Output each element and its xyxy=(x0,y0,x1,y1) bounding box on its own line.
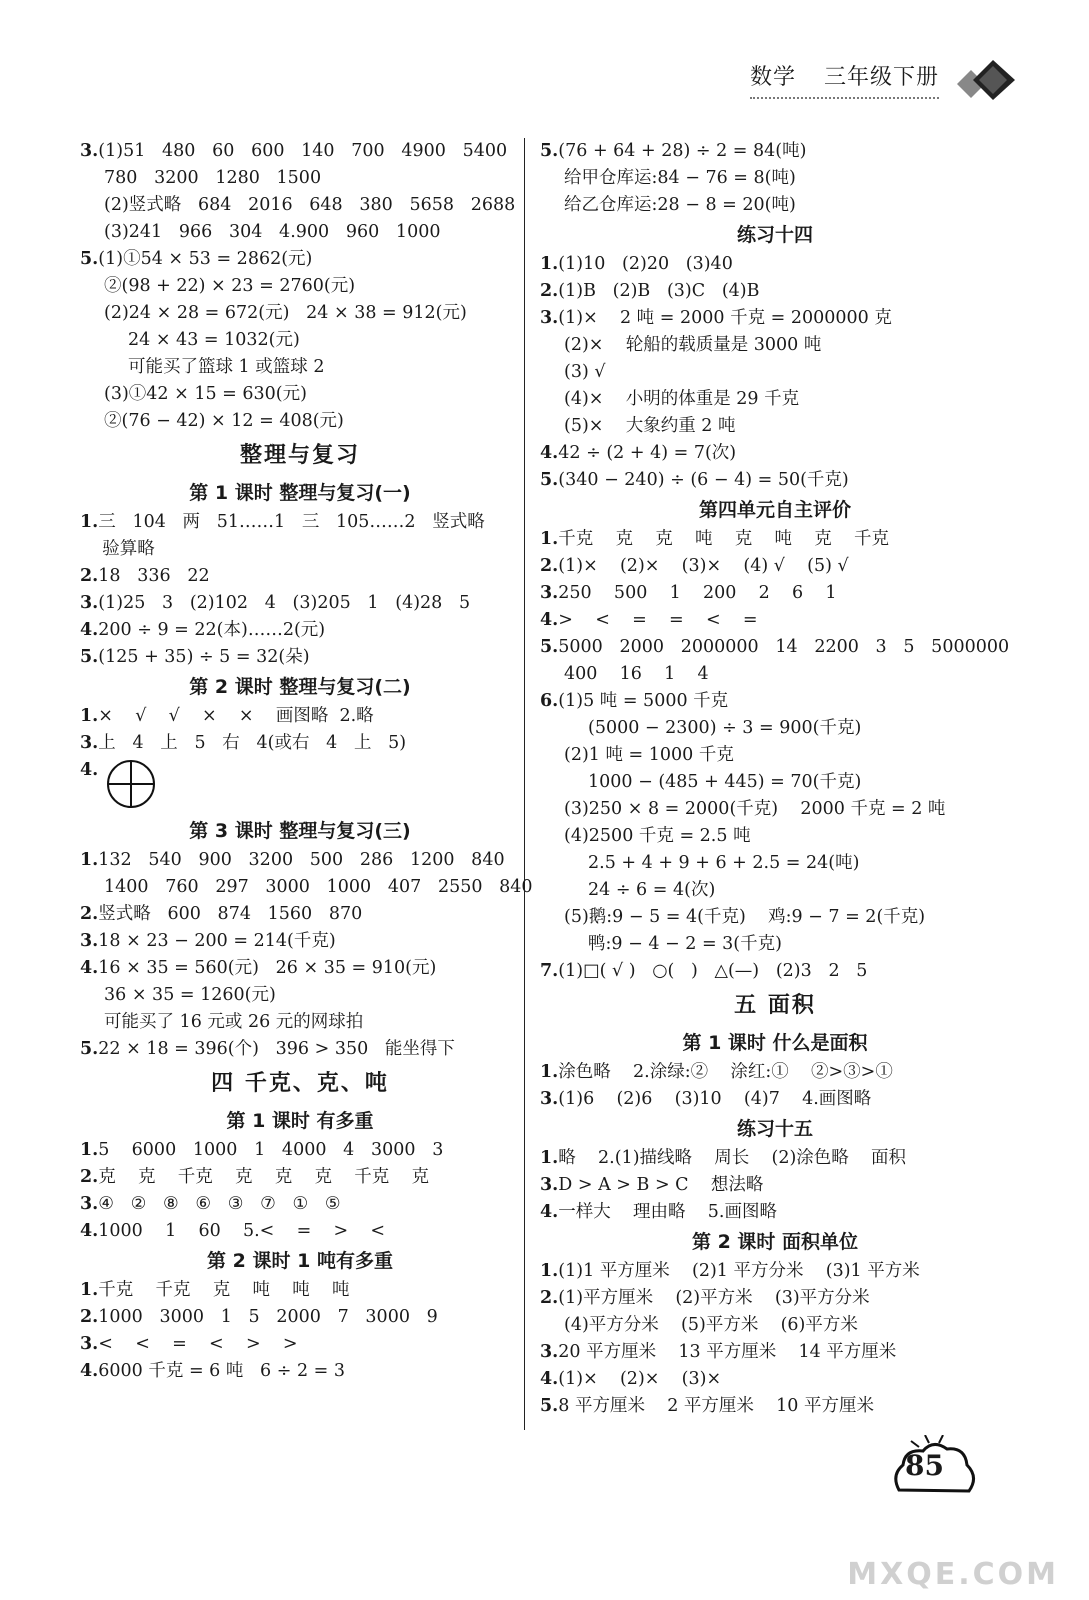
answer-line xyxy=(540,251,1010,278)
answer-line xyxy=(80,901,520,928)
answer-text: 给甲仓库运:84 − 76 = 8(吨) xyxy=(564,168,796,188)
answer-text: (1)× 2 吨 = 2000 千克 = 2000000 克 xyxy=(558,308,892,328)
answer-text: (4)平方分米 (5)平方米 (6)平方米 xyxy=(564,1315,858,1335)
answer-text: 400 16 1 4 xyxy=(564,664,709,684)
answer-line xyxy=(540,742,1010,769)
answer-line xyxy=(80,354,520,381)
answer-text: (1)25 3 (2)102 4 (3)205 1 (4)28 5 xyxy=(98,593,471,613)
page-number: 85 xyxy=(905,1449,944,1482)
question-number: 1. xyxy=(540,1261,559,1281)
answer-line xyxy=(540,1339,1010,1366)
answer-text: (4)× 小明的体重是 29 千克 xyxy=(564,389,800,409)
answer-line xyxy=(80,300,520,327)
answer-text: 鸭:9 − 4 − 2 = 3(千克) xyxy=(588,934,782,954)
answer-line xyxy=(80,192,520,219)
answer-line xyxy=(540,634,1010,661)
answer-line xyxy=(540,1393,1010,1420)
question-number: 5. xyxy=(540,141,559,161)
answer-text: (5000 − 2300) ÷ 3 = 900(千克) xyxy=(588,718,862,738)
answer-text: (2)24 × 28 = 672(元) 24 × 38 = 912(元) xyxy=(104,303,467,323)
answer-text: (340 − 240) ÷ (6 − 4) = 50(千克) xyxy=(558,470,849,490)
answer-text: 可能买了篮球 1 或篮球 2 xyxy=(128,357,325,377)
question-number: 2. xyxy=(540,281,559,301)
question-number: 7. xyxy=(540,961,559,981)
answer-line xyxy=(540,359,1010,386)
question-number: 3. xyxy=(80,1194,99,1214)
page-header xyxy=(750,58,1019,100)
answer-line xyxy=(540,931,1010,958)
answer-line xyxy=(540,850,1010,877)
question-number: 1. xyxy=(80,1140,99,1160)
answer-text: 22 × 18 = 396(个) 396 > 350 能坐得下 xyxy=(98,1039,455,1059)
answer-line xyxy=(80,138,520,165)
answer-text: 6000 千克 = 6 吨 6 ÷ 2 = 3 xyxy=(98,1361,346,1381)
answer-text: > < = = < = xyxy=(558,610,758,630)
answer-text: 20 平方厘米 13 平方厘米 14 平方厘米 xyxy=(558,1342,897,1362)
answer-line xyxy=(540,165,1010,192)
answer-text: (76 + 64 + 28) ÷ 2 = 84(吨) xyxy=(558,141,807,161)
question-number: 2. xyxy=(80,1307,99,1327)
answer-line xyxy=(80,1164,520,1191)
answer-line xyxy=(540,580,1010,607)
answer-line xyxy=(80,536,520,563)
question-number: 5. xyxy=(80,249,99,269)
answer-line xyxy=(540,607,1010,634)
answer-line xyxy=(540,769,1010,796)
answer-line xyxy=(80,408,520,435)
answer-text: (2)× 轮船的载质量是 3000 吨 xyxy=(564,335,822,355)
answer-text: 一样大 理由略 5.画图略 xyxy=(558,1202,777,1222)
header-subject: 数学 xyxy=(749,64,796,90)
subsection-heading: 第 3 课时 整理与复习(三) xyxy=(189,820,411,842)
answer-line xyxy=(80,509,520,536)
answer-text: 验算略 xyxy=(80,539,155,559)
question-number: 4. xyxy=(80,1361,99,1381)
question-number: 4. xyxy=(540,443,559,463)
answer-line xyxy=(80,1277,520,1304)
question-number: 4. xyxy=(80,620,99,640)
divided-circle-icon xyxy=(106,759,156,809)
answer-line xyxy=(540,332,1010,359)
answer-text: (3)①42 × 15 = 630(元) xyxy=(104,384,307,404)
header-grade: 三年级下册 xyxy=(823,64,939,90)
answer-text: 24 ÷ 6 = 4(次) xyxy=(588,880,716,900)
answer-text: 36 × 35 = 1260(元) xyxy=(104,985,276,1005)
question-number: 1. xyxy=(80,850,99,870)
answer-line xyxy=(80,1036,520,1063)
answer-line xyxy=(80,273,520,300)
answer-text: (1)51 480 60 600 140 700 4900 5400 xyxy=(98,141,508,161)
answer-line xyxy=(80,1358,520,1385)
answer-text: 给乙仓库运:28 − 8 = 20(吨) xyxy=(564,195,796,215)
answer-text: 略 2.(1)描线略 周长 (2)涂色略 面积 xyxy=(558,1148,907,1168)
section-heading: 五 面积 xyxy=(734,993,816,1018)
answer-text: 涂色略 2.涂绿:② 涂红:① ②>③>① xyxy=(558,1062,893,1082)
answer-text: 1000 1 60 5.< = > < xyxy=(98,1221,386,1241)
answer-text: 5000 2000 2000000 14 2200 3 5 5000000 xyxy=(558,637,1010,657)
answer-line xyxy=(540,715,1010,742)
answer-text: 18 336 22 xyxy=(98,566,210,586)
answer-text: 1000 − (485 + 445) = 70(千克) xyxy=(588,772,862,792)
subsection-heading: 第 2 课时 整理与复习(二) xyxy=(189,676,411,698)
question-number: 3. xyxy=(80,141,99,161)
answer-line xyxy=(80,1218,520,1245)
answer-line xyxy=(80,955,520,982)
answer-text: (3) √ xyxy=(564,362,606,382)
subsection-heading: 练习十五 xyxy=(736,1118,813,1140)
question-number: 1. xyxy=(540,254,559,274)
answer-text: 200 ÷ 9 = 22(本)……2(元) xyxy=(98,620,326,640)
answer-text: (5)鹅:9 − 5 = 4(千克) 鸡:9 − 7 = 2(千克) xyxy=(564,907,926,927)
answer-line xyxy=(540,467,1010,494)
answer-text: (1)平方厘米 (2)平方米 (3)平方分米 xyxy=(558,1288,870,1308)
question-number: 3. xyxy=(540,308,559,328)
question-number: 3. xyxy=(540,1342,559,1362)
answer-text: ②(76 − 42) × 12 = 408(元) xyxy=(104,411,344,431)
answer-line xyxy=(540,1145,1010,1172)
answer-line xyxy=(540,278,1010,305)
answer-line xyxy=(80,1331,520,1358)
answer-line xyxy=(80,928,520,955)
question-number: 1. xyxy=(540,1148,559,1168)
header-decoration-icon xyxy=(949,58,1019,100)
answer-line xyxy=(540,305,1010,332)
page-number-badge xyxy=(889,1435,979,1505)
answer-text: 16 × 35 = 560(元) 26 × 35 = 910(元) xyxy=(98,958,437,978)
column-divider xyxy=(524,138,525,1430)
answer-text: 1400 760 297 3000 1000 407 2550 840 xyxy=(104,877,533,897)
answer-text: ④ ② ⑧ ⑥ ③ ⑦ ① ⑤ xyxy=(98,1194,341,1214)
answer-line xyxy=(80,1191,520,1218)
answer-text: 可能买了 16 元或 26 元的网球拍 xyxy=(104,1012,364,1032)
subsection-heading: 第 2 课时 1 吨有多重 xyxy=(207,1250,393,1272)
answer-line xyxy=(540,413,1010,440)
answer-line xyxy=(80,874,533,901)
question-number: 3. xyxy=(80,733,99,753)
answer-line xyxy=(80,1304,520,1331)
answer-text: (125 + 35) ÷ 5 = 32(朵) xyxy=(98,647,310,667)
answer-text: ②(98 + 22) × 23 = 2760(元) xyxy=(104,276,356,296)
answer-text: 42 ÷ (2 + 4) = 7(次) xyxy=(558,443,737,463)
left-column xyxy=(80,138,533,1385)
question-number: 2. xyxy=(540,556,559,576)
answer-line xyxy=(540,958,1010,985)
answer-text: (1)①54 × 53 = 2862(元) xyxy=(98,249,313,269)
answer-line xyxy=(80,590,520,617)
question-number: 1. xyxy=(80,512,99,532)
answer-text: 上 4 上 5 右 4(或右 4 上 5) xyxy=(98,733,407,753)
question-number: 3. xyxy=(80,593,99,613)
answer-line xyxy=(540,661,1010,688)
right-column xyxy=(540,138,1010,1420)
subsection-heading: 练习十四 xyxy=(736,224,813,246)
subsection-heading: 第 2 课时 面积单位 xyxy=(691,1231,859,1253)
question-number: 2. xyxy=(540,1288,559,1308)
question-number: 4. xyxy=(80,760,99,780)
section-heading: 整理与复习 xyxy=(239,443,360,468)
answer-text: 竖式略 600 874 1560 870 xyxy=(98,904,363,924)
question-number: 5. xyxy=(540,470,559,490)
question-number: 2. xyxy=(80,566,99,586)
question-number: 3. xyxy=(540,1089,559,1109)
watermark: MXQE.COM xyxy=(847,1557,1059,1592)
answer-text: 千克 千克 克 吨 吨 吨 xyxy=(98,1280,350,1300)
answer-text: 克 克 千克 克 克 克 千克 克 xyxy=(98,1167,430,1187)
answer-line xyxy=(540,440,1010,467)
subsection-heading: 第四单元自主评价 xyxy=(698,499,851,521)
answer-line xyxy=(80,1137,520,1164)
question-number: 5. xyxy=(540,637,559,657)
answer-text: 8 平方厘米 2 平方厘米 10 平方厘米 xyxy=(558,1396,875,1416)
subsection-heading: 第 1 课时 有多重 xyxy=(226,1110,374,1132)
answer-text: 5 6000 1000 1 4000 4 3000 3 xyxy=(98,1140,444,1160)
question-number: 5. xyxy=(540,1396,559,1416)
answer-text: 三 104 两 51……1 三 105……2 竖式略 xyxy=(98,512,485,532)
question-number: 1. xyxy=(540,529,559,549)
answer-text: × √ √ × × 画图略 2.略 xyxy=(98,706,374,726)
answer-text: < < = < > > xyxy=(98,1334,298,1354)
answer-line xyxy=(80,617,520,644)
answer-line xyxy=(80,563,520,590)
answer-line xyxy=(540,877,1010,904)
question-number: 4. xyxy=(80,958,99,978)
answer-text: 1000 3000 1 5 2000 7 3000 9 xyxy=(98,1307,438,1327)
answer-text: (1)□( √ ) ○( ) △(—) (2)3 2 5 xyxy=(558,961,868,981)
section-heading: 四 千克、克、吨 xyxy=(211,1071,389,1096)
answer-line xyxy=(80,381,520,408)
question-number: 4. xyxy=(80,1221,99,1241)
question-number: 3. xyxy=(540,1175,559,1195)
answer-line xyxy=(540,1172,1010,1199)
answer-text: (1)5 吨 = 5000 千克 xyxy=(558,691,729,711)
answer-text: (1)1 平方厘米 (2)1 平方分米 (3)1 平方米 xyxy=(558,1261,920,1281)
answer-line xyxy=(540,688,1010,715)
answer-line xyxy=(540,1199,1010,1226)
answer-text: 780 3200 1280 1500 xyxy=(104,168,322,188)
answer-text: (4)2500 千克 = 2.5 吨 xyxy=(564,826,751,846)
answer-text: (1)× (2)× (3)× xyxy=(558,1369,722,1389)
answer-line xyxy=(80,982,520,1009)
answer-line xyxy=(540,1086,1010,1113)
answer-line xyxy=(540,526,1010,553)
question-number: 3. xyxy=(80,931,99,951)
answer-line xyxy=(540,138,1010,165)
question-number: 2. xyxy=(80,1167,99,1187)
answer-text: (5)× 大象约重 2 吨 xyxy=(564,416,736,436)
question-number: 3. xyxy=(80,1334,99,1354)
answer-line xyxy=(80,730,520,757)
answer-line xyxy=(540,823,1010,850)
answer-text: (1)6 (2)6 (3)10 (4)7 4.画图略 xyxy=(558,1089,872,1109)
answer-line xyxy=(540,1366,1010,1393)
answer-line xyxy=(540,386,1010,413)
question-number: 1. xyxy=(80,1280,99,1300)
question-number: 5. xyxy=(80,647,99,667)
subsection-heading: 第 1 课时 什么是面积 xyxy=(682,1032,868,1054)
answer-line xyxy=(80,165,520,192)
answer-line xyxy=(540,1059,1010,1086)
answer-line xyxy=(540,192,1010,219)
answer-line xyxy=(540,553,1010,580)
answer-line xyxy=(540,904,1010,931)
question-number: 4. xyxy=(540,1202,559,1222)
answer-text: (1)10 (2)20 (3)40 xyxy=(558,254,733,274)
subsection-heading: 第 1 课时 整理与复习(一) xyxy=(189,482,411,504)
question-number: 2. xyxy=(80,904,99,924)
answer-text: 18 × 23 − 200 = 214(千克) xyxy=(98,931,336,951)
answer-text: 250 500 1 200 2 6 1 xyxy=(558,583,837,603)
answer-line xyxy=(80,644,520,671)
answer-line xyxy=(80,246,520,273)
question-number: 6. xyxy=(540,691,559,711)
answer-line xyxy=(80,219,520,246)
answer-text: 132 540 900 3200 500 286 1200 840 xyxy=(98,850,505,870)
answer-text: (3)250 × 8 = 2000(千克) 2000 千克 = 2 吨 xyxy=(564,799,946,819)
answer-line xyxy=(80,703,520,730)
question-number: 1. xyxy=(540,1062,559,1082)
answer-text: (1)B (2)B (3)C (4)B xyxy=(558,281,760,301)
question-number: 5. xyxy=(80,1039,99,1059)
answer-text: (2)1 吨 = 1000 千克 xyxy=(564,745,734,765)
answer-text: (3)241 966 304 4.900 960 1000 xyxy=(104,222,441,242)
answer-line xyxy=(540,1312,1010,1339)
answer-line xyxy=(80,847,520,874)
answer-line xyxy=(80,1009,520,1036)
question-number: 4. xyxy=(540,610,559,630)
answer-text: 2.5 + 4 + 9 + 6 + 2.5 = 24(吨) xyxy=(588,853,860,873)
answer-line xyxy=(540,1285,1010,1312)
answer-text: D > A > B > C 想法略 xyxy=(558,1175,764,1195)
answer-line xyxy=(540,1258,1010,1285)
answer-text: (1)× (2)× (3)× (4) √ (5) √ xyxy=(558,556,849,576)
answer-line xyxy=(540,796,1010,823)
answer-text: 24 × 43 = 1032(元) xyxy=(128,330,300,350)
answer-text: 千克 克 克 吨 克 吨 克 千克 xyxy=(558,529,890,549)
question-number: 1. xyxy=(80,706,99,726)
question-number: 3. xyxy=(540,583,559,603)
answer-text: (2)竖式略 684 2016 648 380 5658 2688 xyxy=(104,195,516,215)
header-title xyxy=(750,60,939,99)
question-number: 4. xyxy=(540,1369,559,1389)
answer-line xyxy=(80,757,520,815)
answer-line xyxy=(80,327,520,354)
